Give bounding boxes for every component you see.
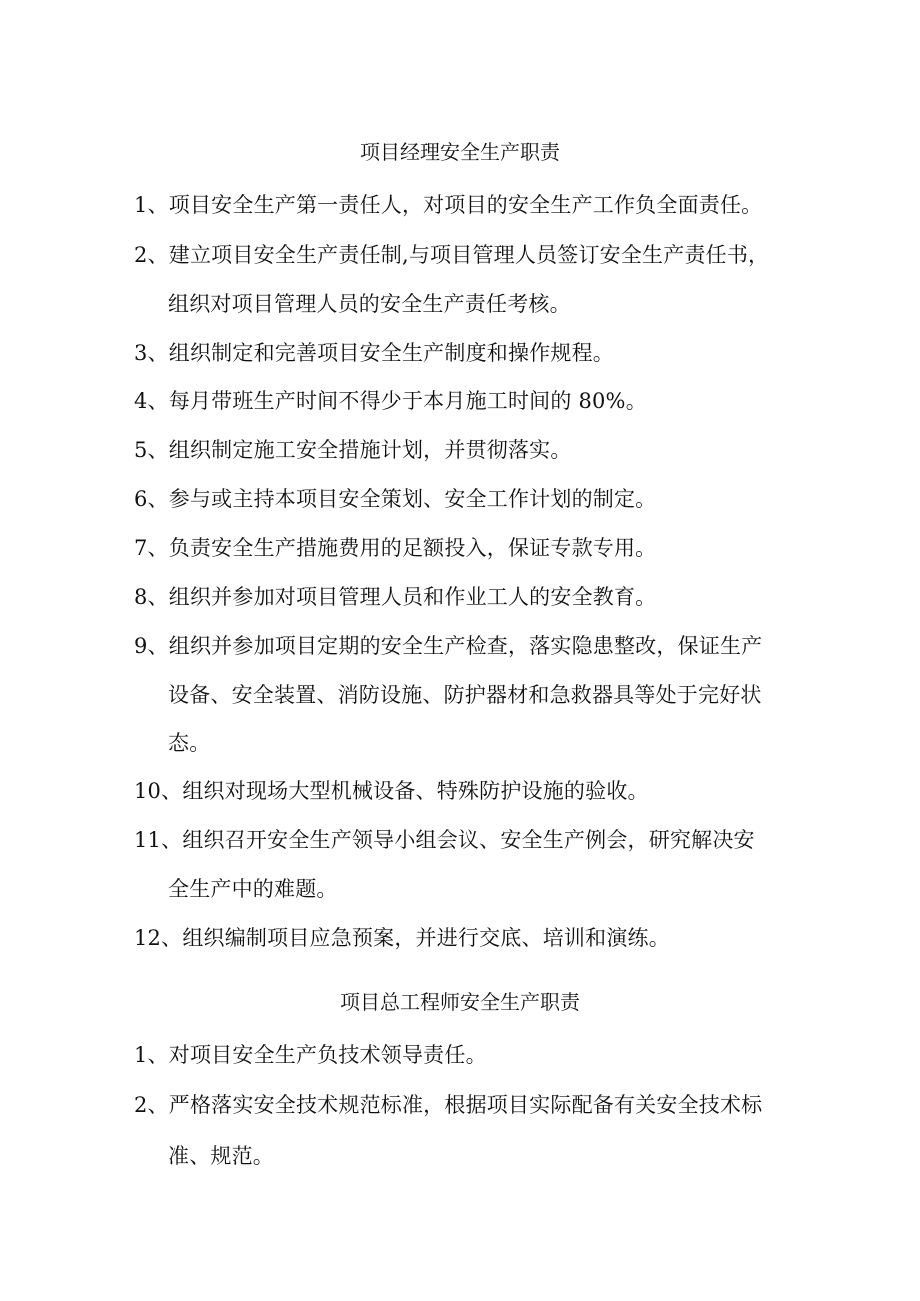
item-number: 5、: [134, 438, 169, 462]
list-item: [134, 435, 572, 465]
list-item: [134, 484, 656, 514]
item-number: 7、: [134, 536, 169, 560]
item-number: 10、: [134, 779, 183, 803]
item-text: 每月带班生产时间不得少于本月施工时间的 80%。: [168, 389, 647, 413]
list-item: [134, 1090, 762, 1120]
section-title-chief-engineer: 项目总工程师安全生产职责: [340, 990, 580, 1014]
list-item: [134, 386, 647, 416]
item-text: 建立项目安全生产责任制,与项目管理人员签订安全生产责任书，: [168, 243, 770, 267]
item-text: 项目安全生产第一责任人，对项目的安全生产工作负全面责任。: [168, 193, 763, 217]
list-item: [134, 582, 656, 612]
list-item-continuation: 态。: [168, 731, 211, 755]
list-item: [134, 240, 769, 270]
item-text: 参与或主持本项目安全策划、安全工作计划的制定。: [168, 487, 657, 511]
list-item: [134, 825, 755, 855]
list-item-continuation: 准、规范。: [168, 1144, 274, 1168]
item-number: 1、: [134, 1043, 169, 1067]
item-number: 4、: [134, 389, 169, 413]
list-item: [134, 533, 656, 563]
list-item: [134, 631, 762, 661]
list-item: [134, 338, 614, 368]
list-item: [134, 776, 649, 806]
item-text: 负责安全生产措施费用的足额投入，保证专款专用。: [168, 536, 657, 560]
list-item: [134, 1040, 487, 1070]
section-title-manager: 项目经理安全生产职责: [360, 140, 560, 164]
item-text: 组织并参加对项目管理人员和作业工人的安全教育。: [168, 585, 657, 609]
item-text: 组织制定施工安全措施计划，并贯彻落实。: [168, 438, 572, 462]
item-number: 9、: [134, 634, 169, 658]
item-number: 2、: [134, 243, 169, 267]
item-text: 组织编制项目应急预案，并进行交底、培训和演练。: [182, 926, 670, 950]
item-text: 组织制定和完善项目安全生产制度和操作规程。: [168, 341, 614, 365]
item-text: 组织并参加项目定期的安全生产检查，落实隐患整改，保证生产: [168, 634, 763, 658]
list-item-continuation: 全生产中的难题。: [168, 877, 338, 901]
item-number: 1、: [134, 193, 169, 217]
list-item: [134, 923, 670, 953]
item-number: 3、: [134, 341, 169, 365]
item-number: 12、: [134, 926, 183, 950]
item-text: 组织召开安全生产领导小组会议、安全生产例会，研究解决安: [182, 828, 755, 852]
item-number: 2、: [134, 1093, 169, 1117]
list-item: [134, 190, 762, 220]
list-item-continuation: 设备、安全装置、消防设施、防护器材和急救器具等处于完好状: [168, 683, 762, 707]
list-item-continuation: 组织对项目管理人员的安全生产责任考核。: [168, 292, 571, 316]
item-text: 组织对现场大型机械设备、特殊防护设施的验收。: [182, 779, 649, 803]
item-text: 对项目安全生产负技术领导责任。: [168, 1043, 487, 1067]
item-text: 严格落实安全技术规范标准，根据项目实际配备有关安全技术标: [168, 1093, 763, 1117]
item-number: 8、: [134, 585, 169, 609]
item-number: 6、: [134, 487, 169, 511]
item-number: 11、: [134, 828, 183, 852]
